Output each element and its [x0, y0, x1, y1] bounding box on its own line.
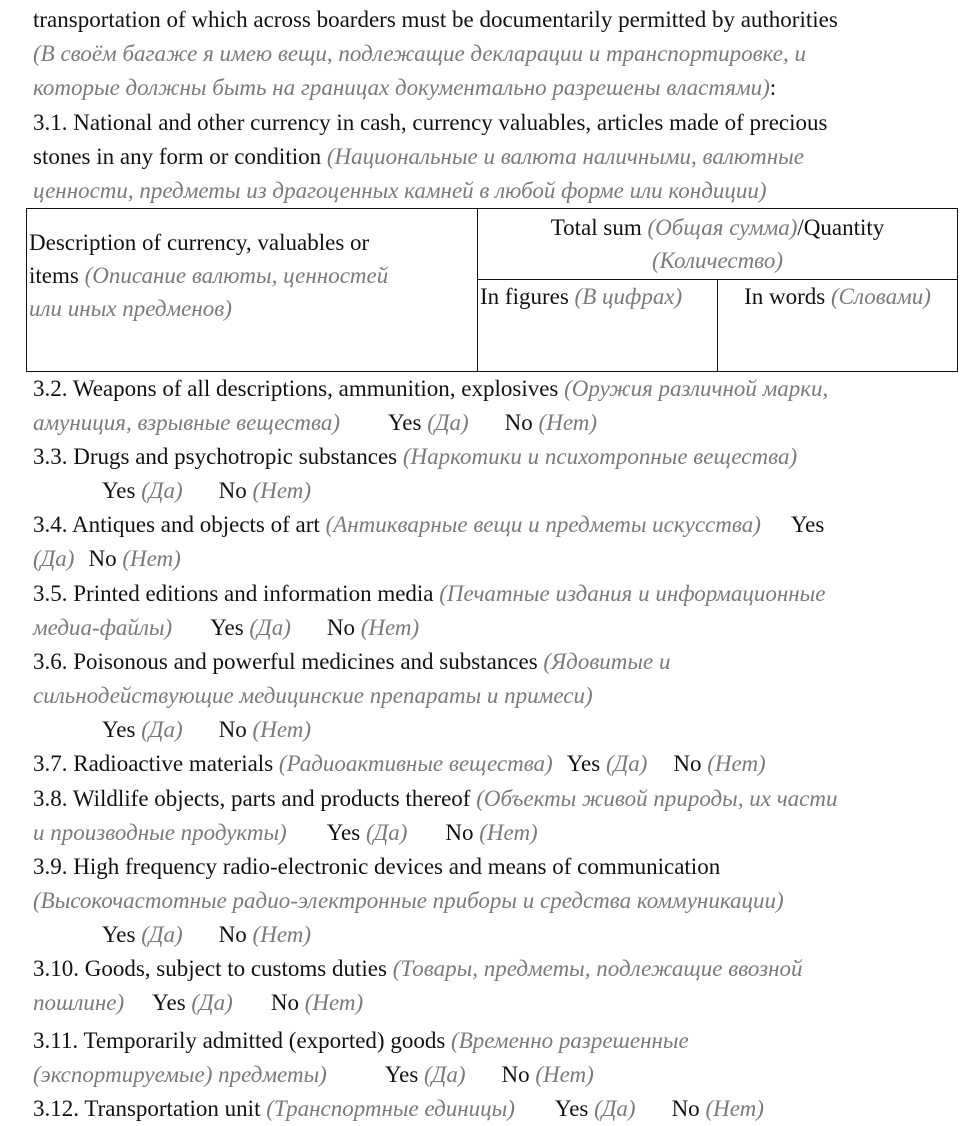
section-3-3-line-1 — [33, 440, 797, 474]
section-3-3-yes: Yes — [102, 478, 136, 503]
quantity-ru: (Количество) — [651, 248, 784, 273]
section-3-7-line-1 — [33, 747, 766, 781]
section-3-11-ru-1: (Временно разрешенные — [451, 1028, 689, 1053]
section-3-5-line-1 — [33, 577, 825, 611]
section-3-12-ru: (Транспортные единицы) — [266, 1096, 515, 1121]
section-3-6-line-3 — [102, 713, 311, 747]
in-figures-header — [478, 280, 718, 372]
section-3-3-ru: (Наркотики и психотропные вещества) — [402, 444, 798, 469]
section-3-11-yes-ru: (Да) — [424, 1062, 466, 1087]
in-figures-en: In figures — [480, 284, 569, 309]
section-3-4-line-1 — [33, 508, 824, 542]
section-3-1-ru-2: ценности, предметы из драгоценных камней в любой форме или кондиции) — [33, 178, 767, 203]
intro-line-3 — [33, 71, 776, 105]
section-3-10-line-1 — [33, 952, 802, 986]
section-3-5-no-ru: (Нет) — [360, 615, 420, 640]
total-sum-ru: (Общая сумма) — [647, 215, 798, 240]
section-3-6-no-ru: (Нет) — [252, 717, 311, 742]
section-3-5-text: 3.5. Printed editions and information media — [33, 581, 434, 606]
section-3-1-ru-1: (Национальные и валюта наличными, валютные — [326, 144, 804, 169]
section-3-1-line-3 — [33, 174, 766, 208]
description-header-en-2: items — [29, 262, 79, 288]
intro-line-2 — [33, 37, 806, 71]
section-3-10-line-2 — [33, 986, 363, 1020]
section-3-2-text: 3.2. Weapons of all descriptions, ammunition, explosives — [33, 376, 559, 401]
section-3-6-ru-1: (Ядовитые и — [543, 649, 671, 674]
intro-text-ru-2: которые должны быть на границах документально разрешены властями) — [33, 75, 770, 100]
section-3-6-line-1 — [33, 645, 670, 679]
section-3-7-no-ru: (Нет) — [707, 751, 766, 776]
section-3-11-line-1 — [33, 1024, 689, 1058]
section-3-8-line-2 — [33, 816, 538, 850]
section-3-8-yes: Yes — [326, 820, 361, 845]
section-3-3-no-ru: (Нет) — [252, 478, 311, 503]
section-3-4-text: 3.4. Antiques and objects of art — [33, 512, 320, 537]
intro-text-en: transportation of which across boarders must be documentarily permitted by authorities — [33, 7, 838, 32]
intro-line-1 — [33, 3, 838, 37]
section-3-9-ru: (Высокочастотные радио-электронные приборы и средства коммуникации) — [33, 888, 784, 913]
section-3-5-yes: Yes — [210, 615, 244, 640]
section-3-9-no-ru: (Нет) — [252, 922, 311, 947]
section-3-9-line-3 — [102, 918, 311, 952]
section-3-2-no: No — [504, 410, 533, 435]
section-3-11-no-ru: (Нет) — [535, 1062, 594, 1087]
section-3-11-yes: Yes — [384, 1062, 419, 1087]
section-3-12-no-ru: (Нет) — [705, 1096, 764, 1121]
section-3-9-line-2 — [33, 884, 784, 918]
section-3-9-text: 3.9. High frequency radio-electronic devices and means of communication — [33, 854, 721, 879]
section-3-8-no-ru: (Нет) — [479, 820, 538, 845]
total-sum-header — [478, 209, 958, 280]
section-3-2-ru-2: амуниция, взрывные вещества) — [33, 410, 340, 435]
section-3-8-text: 3.8. Wildlife objects, parts and products thereof — [33, 786, 471, 811]
section-3-5-no: No — [326, 615, 355, 640]
section-3-6-line-2 — [33, 679, 593, 713]
section-3-2-line-2 — [33, 406, 597, 440]
section-3-10-no-ru: (Нет) — [304, 990, 364, 1015]
section-3-4-yes: Yes — [790, 512, 825, 537]
section-3-12-yes: Yes — [554, 1096, 589, 1121]
section-3-2-yes-ru: (Да) — [427, 410, 469, 435]
section-3-6-yes: Yes — [102, 717, 136, 742]
in-words-en: In words — [744, 284, 826, 309]
section-3-6-yes-ru: (Да) — [141, 717, 183, 742]
in-words-header — [718, 280, 958, 372]
intro-text-ru-1: (В своём багаже я имею вещи, подлежащие декларации и транспортировке, и — [33, 41, 806, 66]
section-3-8-line-1 — [33, 782, 838, 816]
section-3-8-no: No — [445, 820, 474, 845]
section-3-7-ru: (Радиоактивные вещества) — [278, 751, 553, 776]
section-3-5-ru-2: медиа-файлы) — [33, 615, 173, 640]
section-3-10-ru-1: (Товары, предметы, подлежащие ввозной — [392, 956, 803, 981]
section-3-12-text: 3.12. Transportation unit — [33, 1096, 261, 1121]
total-sum-en: Total sum — [550, 215, 642, 240]
section-3-4-ru: (Антикварные вещи и предметы искусства) — [325, 512, 761, 537]
section-3-2-line-1 — [33, 372, 828, 406]
section-3-10-yes: Yes — [152, 990, 186, 1015]
description-header-ru-2: или иных предменов) — [29, 295, 232, 321]
section-3-5-yes-ru: (Да) — [249, 615, 291, 640]
section-3-1-line-1 — [33, 106, 827, 140]
section-3-11-line-2 — [33, 1058, 594, 1092]
section-3-10-yes-ru: (Да) — [191, 990, 233, 1015]
section-3-2-ru-1: (Оружия различной марки, — [564, 376, 829, 401]
section-3-7-yes-ru: (Да) — [605, 751, 648, 776]
section-3-7-text: 3.7. Radioactive materials — [33, 751, 274, 776]
in-words-ru: (Словами) — [830, 284, 931, 309]
section-3-3-text: 3.3. Drugs and psychotropic substances — [33, 444, 398, 469]
section-3-12-yes-ru: (Да) — [594, 1096, 636, 1121]
section-3-9-yes: Yes — [102, 922, 136, 947]
section-3-6-text: 3.6. Poisonous and powerful medicines and substances — [33, 649, 538, 674]
in-figures-ru: (В цифрах) — [574, 284, 683, 309]
section-3-10-text: 3.10. Goods, subject to customs duties — [33, 956, 387, 981]
section-3-9-line-1 — [33, 850, 720, 884]
section-3-10-no: No — [270, 990, 299, 1015]
section-3-10-ru-2: пошлине) — [33, 990, 125, 1015]
intro-colon: : — [769, 75, 777, 100]
section-3-12-line-1 — [33, 1092, 764, 1126]
section-3-2-yes: Yes — [388, 410, 422, 435]
section-3-3-no: No — [218, 478, 247, 503]
section-3-6-no: No — [218, 717, 247, 742]
section-3-4-no-ru: (Нет) — [122, 546, 181, 571]
section-3-1-line-2 — [33, 140, 804, 174]
section-3-12-no: No — [671, 1096, 700, 1121]
section-3-11-ru-2: (экспортируемые) предметы) — [33, 1062, 327, 1087]
section-3-8-ru-2: и производные продукты) — [33, 820, 287, 845]
section-3-5-ru-1: (Печатные издания и информационные — [439, 581, 826, 606]
section-3-1-text-2: stones in any form or condition — [33, 144, 322, 169]
section-3-11-text: 3.11. Temporarily admitted (exported) goods — [33, 1028, 446, 1053]
section-3-9-no: No — [218, 922, 247, 947]
section-3-7-no: No — [673, 751, 702, 776]
section-3-4-no: No — [88, 546, 117, 571]
section-3-8-ru-1: (Объекты живой природы, их части — [476, 786, 838, 811]
section-3-1-text: 3.1. National and other currency in cash, currency valuables, articles made of precious — [33, 110, 828, 135]
description-header — [27, 209, 478, 372]
section-3-4-yes-ru: (Да) — [33, 546, 75, 571]
section-3-5-line-2 — [33, 611, 419, 645]
section-3-7-yes: Yes — [566, 751, 601, 776]
section-3-2-no-ru: (Нет) — [538, 410, 597, 435]
section-3-3-yes-ru: (Да) — [141, 478, 183, 503]
description-header-ru-1: (Описание валюты, ценностей — [84, 262, 389, 288]
section-3-8-yes-ru: (Да) — [365, 820, 408, 845]
section-3-6-ru-2: сильнодействующие медицинские препараты и примеси) — [33, 683, 593, 708]
section-3-11-no: No — [501, 1062, 530, 1087]
description-header-en-1: Description of currency, valuables or — [29, 229, 370, 255]
quantity-en: /Quantity — [797, 215, 885, 240]
currency-table — [26, 208, 958, 372]
section-3-4-line-2 — [33, 542, 181, 576]
section-3-9-yes-ru: (Да) — [141, 922, 183, 947]
section-3-3-line-2 — [102, 474, 311, 508]
